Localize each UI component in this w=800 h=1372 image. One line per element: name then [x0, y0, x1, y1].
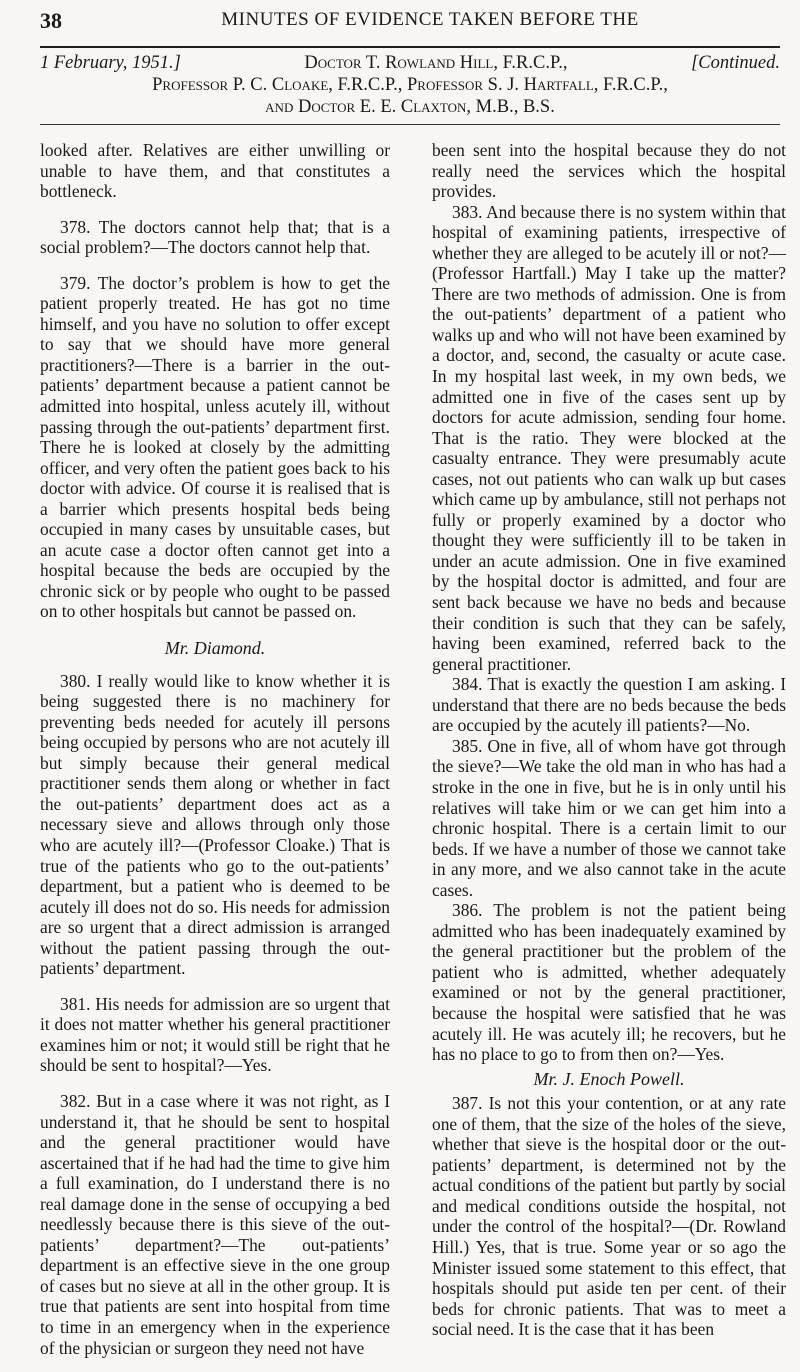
header-rule-bottom: [40, 124, 780, 125]
witness-name: Doctor T. Rowland Hill, F.R.C.P.,: [304, 53, 568, 73]
running-head: MINUTES OF EVIDENCE TAKEN BEFORE THE: [221, 9, 639, 30]
paragraph-383: 383. And because there is no system within that hospital of examining patients, irrespective of whether they are alleged to be acutely ill or not?—(Professor Hartfall.) May I take up the matter? There are two methods of admission. One is from the out-patients’ department of a patient who walks up and who will not have been examined by a doctor, and, second, the casualty or acute case. In my hospital last week, in my own beds, we admitted one in five of the cases sent up by doctors for acute admission, sending four home. That is the ratio. They were blocked at the casualty entrance. They were presumably acute cases, not out patients who can walk up but cases which came up by ambulance, still not perhaps not fully or properly examined by a doctor who thought they were sufficiently ill to be taken in under an acute admission. One in five examined by the hospital doctor is admitted, and four are sent back because we have no beds and because their condition is such that they can be safely, having been examined, referred back to the general practitioner.: [432, 201, 786, 674]
paragraph-379: 379. The doctor’s problem is how to get the patient properly treated. He has got no time himself, and you have no solution to offer except to say that we should have more general practitioners?—There is a barrier in the out-patients’ department because a patient cannot be admitted into hospital, unless acutely ill, without passing through the out-patients’ department first. There he is looked at closely by the admitting officer, and very often the patient goes back to his doctor with advice. Of course it is realised that is a barrier which presents hospital beds being occupied in many cases by unsuitable cases, but an acute case a doctor often cannot get into a hospital because the beds are occupied by the chronic sick or by people who ought to be passed on to other hospitals but cannot be passed on.: [40, 272, 390, 622]
paragraph-387: 387. Is not this your contention, or at any rate one of them, that the size of the holes of the sieve, whether that sieve is the hospital door or the out-patients’ department, is determined not by the actual conditions of the patient but partly by social and medical conditions outside the hospital, not under the control of the hospital?—(Dr. Rowland Hill.) Yes, that is true. Some year or so ago the Minister issued some statement to this effect, that hospitals should put aside ten per cent. of their beds for chronic patients. That was to meet a social need. It is the case that it has been: [432, 1093, 786, 1340]
hearing-date: 1 February, 1951.]: [40, 53, 181, 73]
paragraph-380: 380. I really would like to know whether it is being suggested there is no machinery for preventing beds needed for acutely ill persons being occupied by persons who are not acutely ill but simply because their general medical practitioner sends them along or whether in fact the out-patients’ department does act as a necessary sieve and allows through only those who are acutely ill?—(Professor Cloake.) That is true of the patients who go to the out-patients’ department, but a patient who is deemed to be acutely ill does not do so. His needs for admission are so urgent that a direct admission is arranged without the patient passing through the out-patients’ department.: [40, 670, 390, 979]
paragraph-381: 381. His needs for admission are so urgent that it does not matter whether his general practitioner examines him or not; it would still be right that he should be sent to hospital?—Yes.: [40, 993, 390, 1076]
witness-names-3: and Doctor E. E. Claxton, M.B., B.S.: [265, 97, 555, 117]
paragraph-382: 382. But in a case where it was not right, as I understand it, that he should be sent to hospital and the general practitioner would have ascertained that if he had had the time to give him a full examination, do I understand there is no real damage done in the sense of occupying a bed needlessly because there is this sieve of the out-patients’ department?—The out-patients’ department is an effective sieve in the one group of cases but no sieve at all in the other group. It is true that patients are sent into hospital from time to time in an emergency when in the experience of the physician or surgeon they need not have: [40, 1090, 390, 1358]
speaker-heading: Mr. J. Enoch Powell.: [533, 1068, 685, 1089]
paragraph-386: 386. The problem is not the patient being admitted who has been inadequately examined by the general practitioner but the problem of the patient who is admitted, whether adequately examined or not by the general practitioner, because the hospital were satisfied that he was acutely ill. He was acutely ill; he recovers, but he has no place to go to from then on?—Yes.: [432, 900, 786, 1065]
witness-header-line-2: [40, 74, 780, 96]
witness-header: [40, 52, 780, 118]
witness-header-line-1: [40, 52, 780, 74]
paragraph-continued: been sent into the hospital because they do not really need the services which the hospital provides.: [432, 140, 786, 202]
page-number: 38: [40, 8, 62, 33]
speaker-heading: Mr. Diamond.: [164, 638, 266, 659]
header-rule-top: [40, 46, 780, 48]
witness-names-2: Professor P. C. Cloake, F.R.C.P., Professor S. J. Hartfall, F.R.C.P.,: [152, 75, 668, 95]
paragraph-continued: looked after. Relatives are either unwilling or unable to have them, and that constitutes a bottleneck.: [40, 140, 390, 202]
paragraph-384: 384. That is exactly the question I am asking. I understand that there are no beds because the beds are occupied by the acutely ill patients?—No.: [432, 674, 786, 736]
continued-label: [Continued.: [691, 53, 780, 73]
left-column: [40, 140, 390, 1358]
right-column: [432, 140, 786, 1340]
paragraph-378: 378. The doctors cannot help that; that is a social problem?—The doctors cannot help that.: [40, 216, 390, 258]
witness-header-line-3: [40, 96, 780, 118]
paragraph-385: 385. One in five, all of whom have got through the sieve?—We take the old man in who has had a stroke in the one in five, but he is in only until his relatives will take him or we can get him into a chronic hospital. There is a certain limit to our beds. If we have a number of those we cannot take in any more, and we also cannot take in the acute cases.: [432, 735, 786, 900]
